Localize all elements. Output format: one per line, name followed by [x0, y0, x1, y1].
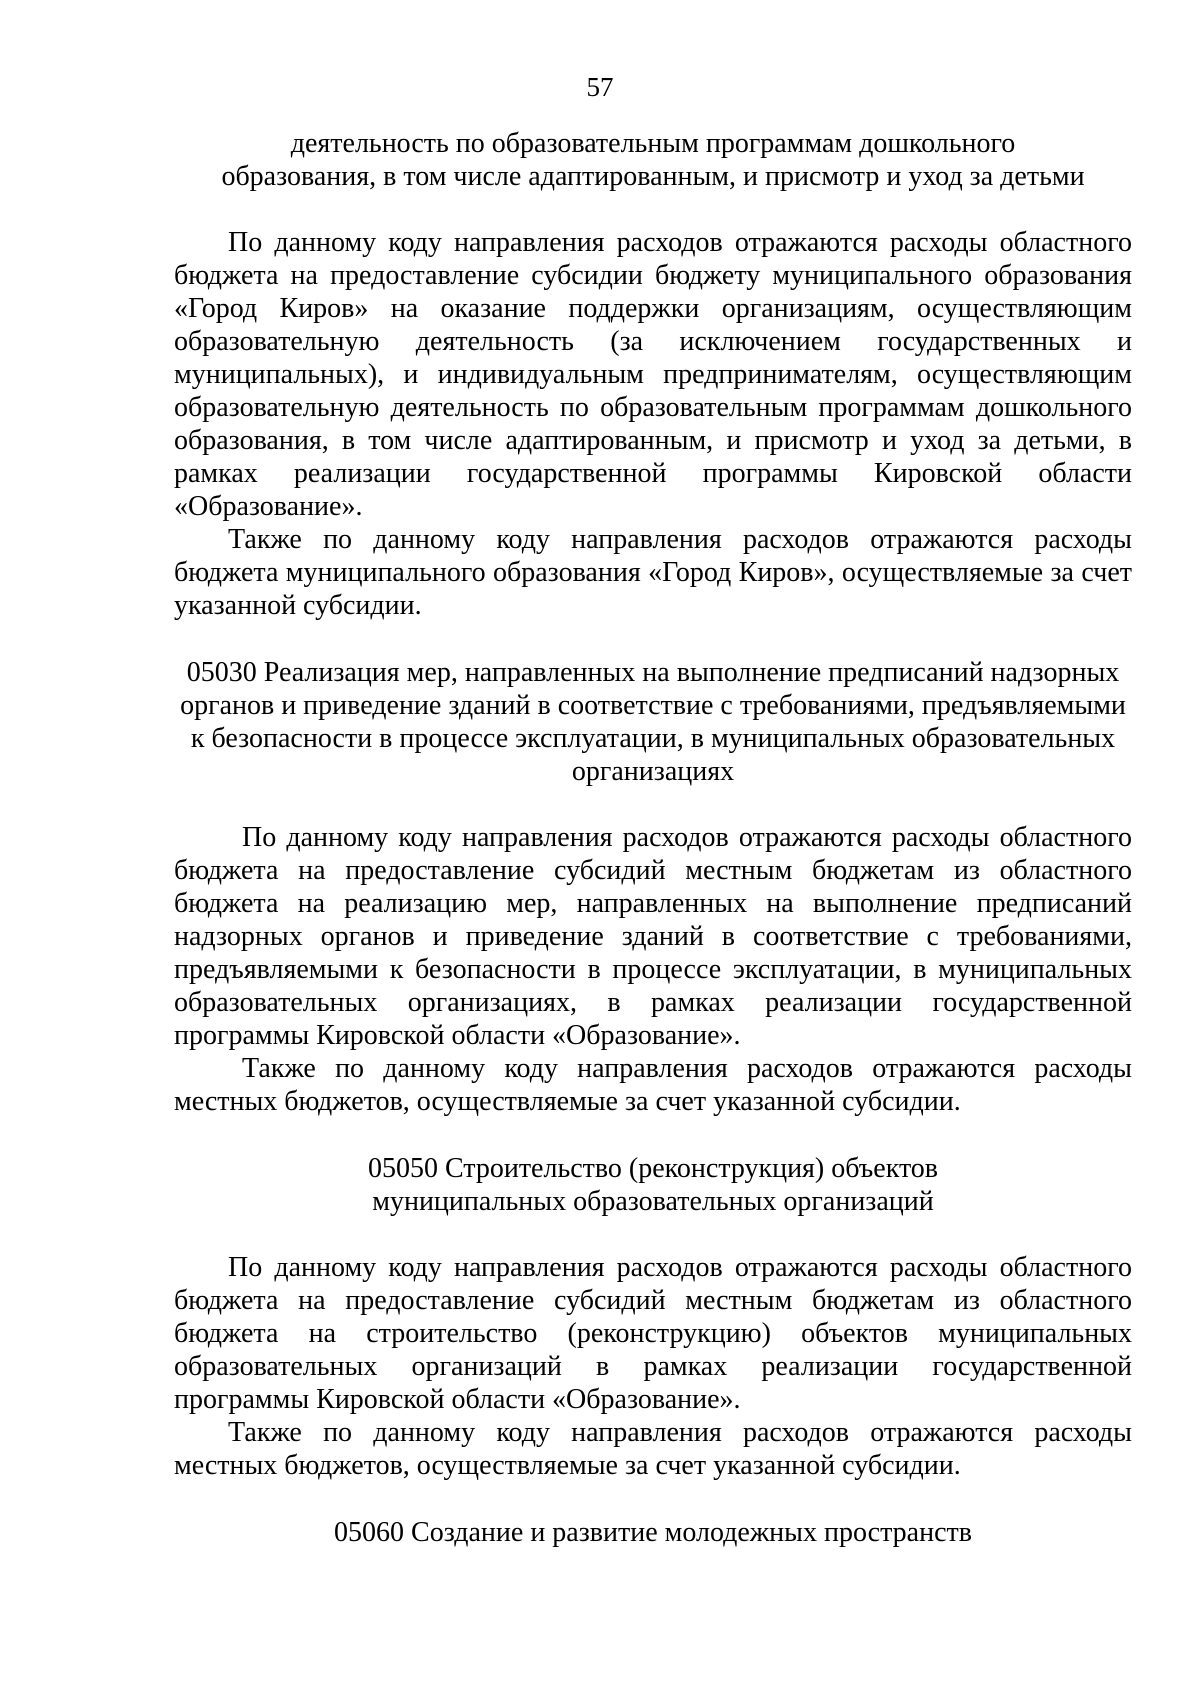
spacer	[174, 1218, 1132, 1251]
spacer	[174, 1482, 1132, 1516]
paragraph: Также по данному коду направления расходов отражаются расходы местных бюджетов, осуществляемые за счет указанной субсидии.	[174, 1417, 1132, 1481]
paragraph: По данному коду направления расходов отражаются расходы областного бюджета на предоставление субсидии бюджету муниципального образования «Город Киров» на оказание поддержки организациям, осуществляющим образовательную деятельность (за исключением государственных и муниципальных), и индивидуальным предпринимателям, осуществляющим образовательную деятельность по образовательным программам дошкольного образования, в том числе адаптированным, и присмотр и уход за детьми, в рамках реализации государственной программы Кировской области «Образование».	[174, 227, 1132, 522]
spacer	[174, 788, 1132, 821]
section-heading-05060: 05060 Создание и развитие молодежных пространств	[334, 1517, 972, 1548]
document-body	[174, 127, 1132, 1549]
page-number: 57	[586, 72, 614, 102]
paragraph: Также по данному коду направления расходов отражаются расходы местных бюджетов, осуществляемые за счет указанной субсидии.	[174, 1053, 1132, 1117]
spacer	[174, 1118, 1132, 1152]
paragraph: По данному коду направления расходов отражаются расходы областного бюджета на предоставление субсидий местным бюджетам из областного бюджета на строительство (реконструкцию) объектов муниципальных образовательных организаций в рамках реализации государственной программы Кировской области «Образование».	[174, 1252, 1132, 1415]
section-heading-05030: 05030 Реализация мер, направленных на выполнение предписаний надзорных органов и приведение зданий в соответствие с требованиями, предъявляемыми к безопасности в процессе эксплуатации, в муниципальных образовательных организациях	[180, 657, 1126, 787]
paragraph: По данному коду направления расходов отражаются расходы областного бюджета на предоставление субсидий местным бюджетам из областного бюджета на реализацию мер, направленных на выполнение предписаний надзорных органов и приведение зданий в соответствие с требованиями, предъявляемыми к безопасности в процессе эксплуатации, в муниципальных образовательных организациях, в рамках реализации государственной программы Кировской области «Образование».	[174, 822, 1132, 1051]
spacer	[174, 622, 1132, 656]
section-heading-05050: 05050 Строительство (реконструкция) объектов муниципальных образовательных организаций	[367, 1153, 939, 1217]
paragraph: Также по данному коду направления расходов отражаются расходы бюджета муниципального образования «Город Киров», осуществляемые за счет указанной субсидии.	[174, 524, 1132, 621]
section-heading-continued: деятельность по образовательным программам дошкольного образования, в том числе адаптированным, и присмотр и уход за детьми	[221, 128, 1085, 192]
spacer	[174, 193, 1132, 226]
